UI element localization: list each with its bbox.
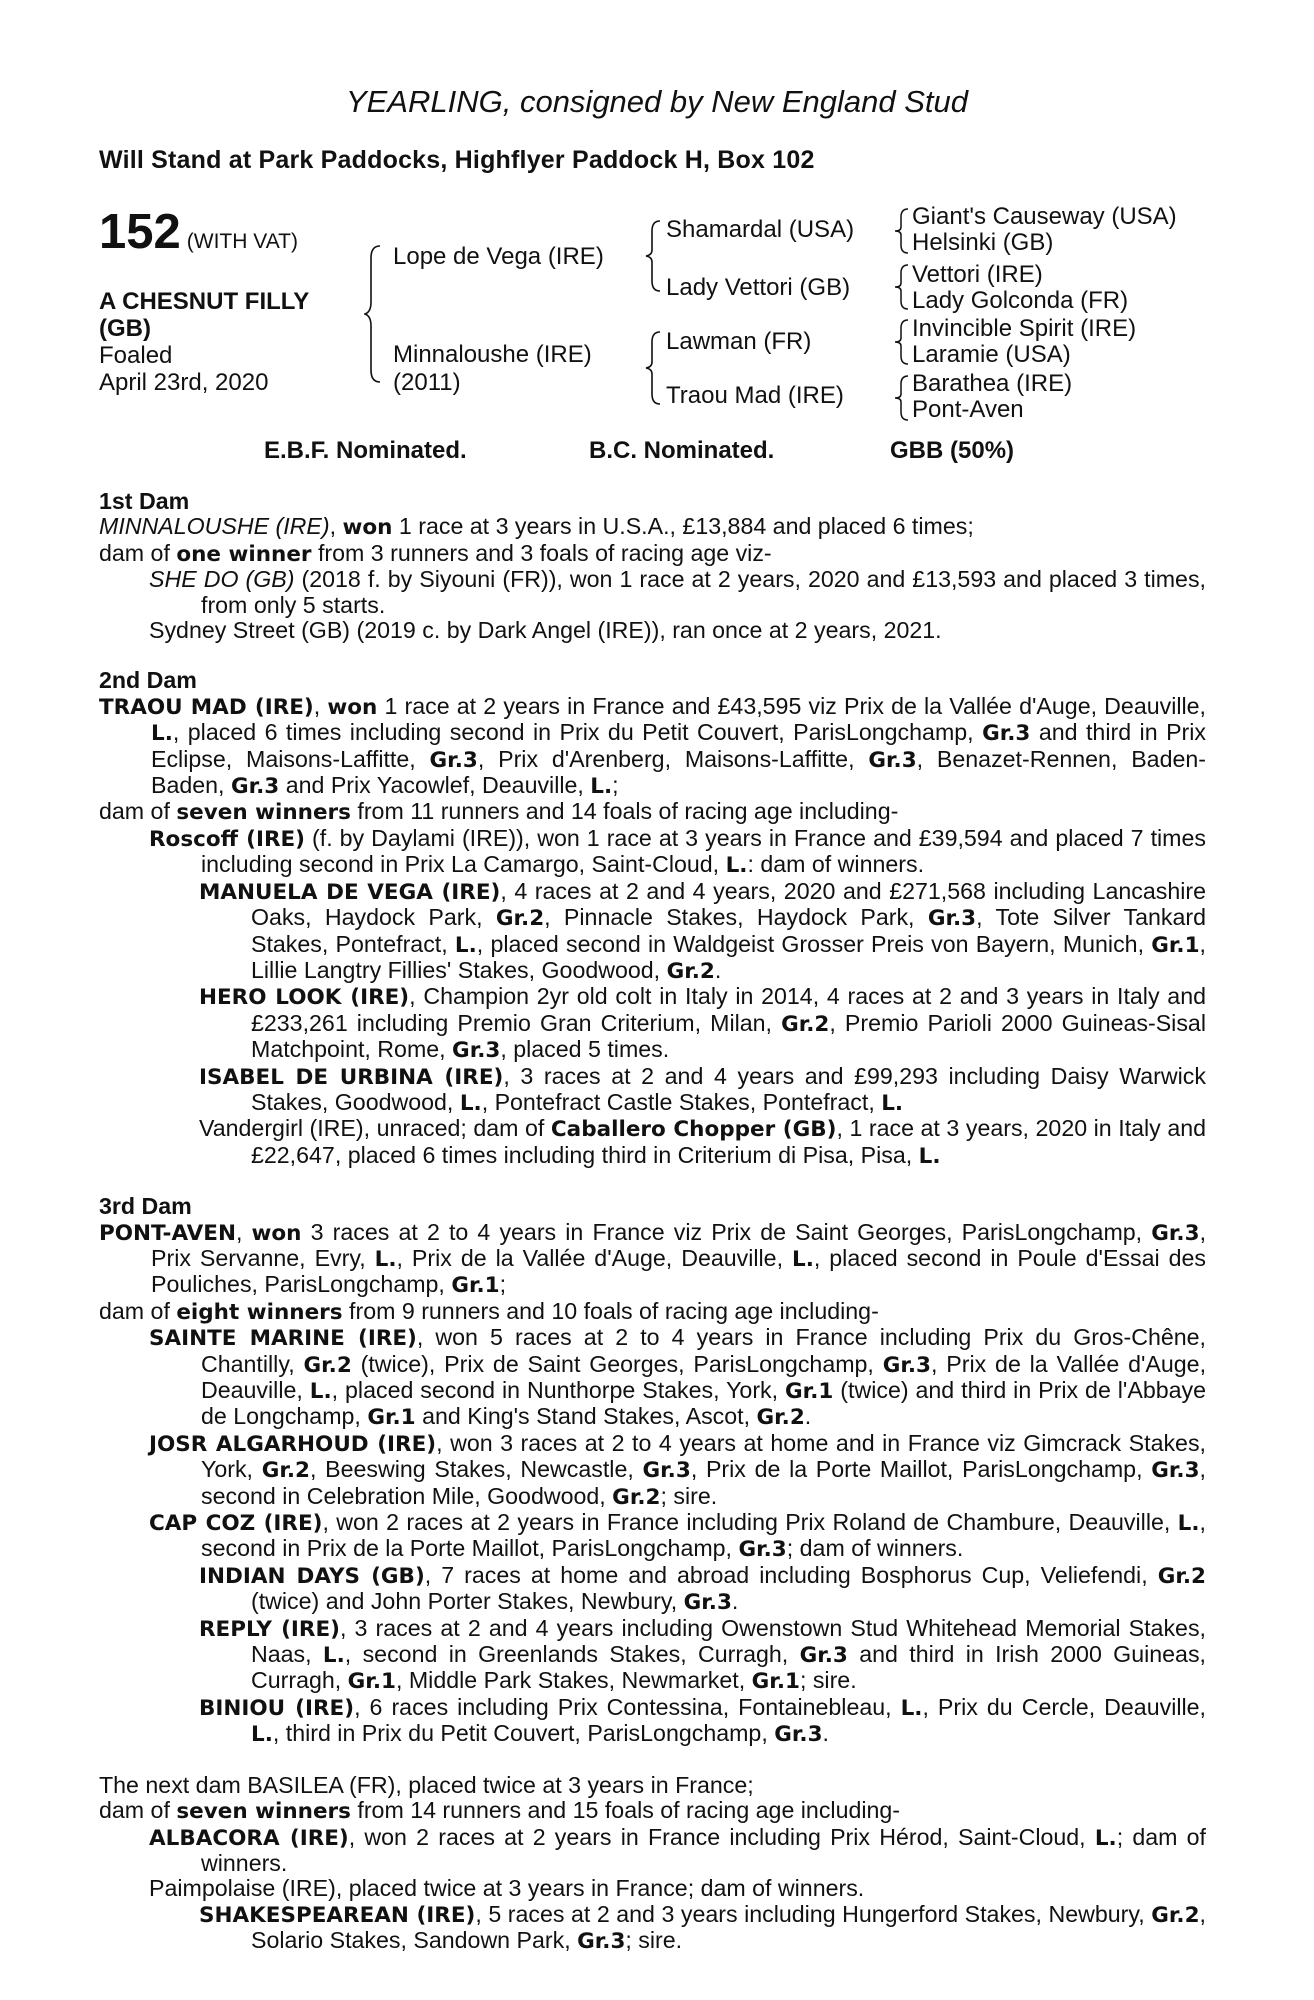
family-paragraph [99,984,1206,1063]
pedigree-dam-year: (2011) [393,369,461,396]
gbb-note: GBB (50%) [890,437,1015,464]
pedigree-sdd: Lady Golconda (FR) [912,287,1129,314]
text: , Middle Park Stakes, Newmarket, [395,1667,752,1694]
bold-text: Gr.3 [927,906,977,932]
bold-text: Gr.2 [261,1458,310,1484]
bold-text: L. [918,1143,941,1169]
text: , won 2 races at 2 years in France including Prix Roland de Chambure, Deauville, [322,1509,1178,1536]
text: ; dam of winners. [786,1535,964,1562]
text: , placed second in Poule d'Essai des Pouliches, ParisLongchamp, [151,1244,1206,1298]
bold-text: Gr.1 [751,1669,800,1695]
family-section [99,668,1206,1169]
bold-text: PONT-AVEN [99,1220,236,1246]
family-paragraph [99,879,1206,985]
text: from 11 runners and 14 foals of racing age including- [350,798,899,825]
family-paragraph [99,1616,1206,1695]
bold-text: SHAKESPEAREAN (IRE) [199,1902,476,1928]
family-section [99,1194,1206,1748]
text: (2018 f. by Siyouni (FR)), won 1 race at 2 years, 2020 and £13,593 and placed 3 times, from only 5 starts. [201,566,1206,618]
italic-text: MINNALOUSHE (IRE) [99,513,330,540]
family-paragraph [99,1902,1206,1955]
text: , 5 races at 2 and 3 years including Hungerford Stakes, Newbury, [475,1900,1152,1927]
family-paragraph [99,1064,1206,1117]
lot-number: 152 [99,205,181,259]
lot-number-block [99,204,298,260]
family-paragraph [99,1325,1206,1431]
family-paragraph [99,1563,1206,1616]
vat-note: (WITH VAT) [186,230,298,253]
bold-text: JOSR ALGARHOUD (IRE) [149,1431,437,1457]
pedigree-dds: Barathea (IRE) [912,370,1073,397]
text: 1 race at 3 years in U.S.A., £13,884 and placed 6 times; [392,513,974,540]
bold-text: TRAOU MAD (IRE) [99,694,314,720]
text: , Tote Silver Tankard Stakes, Pontefract, [251,904,1206,957]
bold-text: Gr.3 [1151,1458,1200,1484]
bold-text: seven winners [176,800,351,826]
text: dam of [99,1797,177,1824]
bold-text: L. [151,721,173,747]
pedigree-brace-ss [894,207,912,255]
text: , Pontefract Castle Stakes, Pontefract, [481,1088,882,1115]
italic-text: SHE DO (GB) [149,566,295,593]
family-notes [99,489,1206,1955]
family-section [99,1773,1206,1955]
pedigree-ssd: Helsinki (GB) [912,229,1054,256]
text: (f. by Daylami (IRE)), won 1 race at 3 years in France and £39,594 and placed 7 times including second in Prix La Camargo, Saint-Cloud, [201,824,1206,878]
bold-text: Gr.2 [1151,1902,1200,1928]
family-paragraph [99,826,1206,879]
bold-text: Gr.3 [642,1458,691,1484]
text: , 6 races including Prix Contessina, Fontainebleau, [354,1693,901,1720]
bold-text: L. [374,1246,397,1272]
bold-text: HERO LOOK (IRE) [199,985,410,1011]
family-paragraph [99,799,1206,825]
bold-text: won [327,694,378,720]
bc-nomination: B.C. Nominated. [589,437,775,464]
pedigree-ddd: Pont-Aven [912,396,1024,423]
family-paragraph [99,514,1206,540]
text: and King's Stand Stakes, Ascot, [415,1403,757,1430]
text: from 9 runners and 10 foals of racing age including- [342,1297,879,1324]
pedigree-sss: Giant's Causeway (USA) [912,203,1177,230]
family-paragraph [99,1510,1206,1563]
text: dam of [99,1297,177,1324]
text: dam of [99,798,177,825]
text: , placed 6 times including second in Prix du Petit Couvert, ParisLongchamp, [172,719,983,746]
text: , 3 races at 2 and 4 years including Owenstown Stud Whitehead Memorial Stakes, Naas, [251,1614,1206,1668]
text: , Premio Parioli 2000 Guineas-Sisal Matchpoint, Rome, [251,1009,1206,1063]
text: ; [612,772,619,799]
text: , placed 5 times. [500,1036,670,1063]
pedigree-dss: Invincible Spirit (IRE) [912,315,1137,342]
family-paragraph [99,1876,1206,1901]
section-title: 2nd Dam [99,667,197,694]
bold-text: Gr.3 [868,747,917,773]
bold-text: INDIAN DAYS (GB) [199,1563,425,1589]
bold-text: Gr.2 [612,1484,661,1510]
horse-origin: (GB) [99,315,151,342]
bold-text: Gr.3 [452,1038,501,1064]
bold-text: Gr.2 [303,1352,352,1378]
bold-text: Gr.3 [230,774,280,800]
text: , won 2 races at 2 years in France including Prix Hérod, Saint-Cloud, [348,1823,1095,1850]
bold-text: won [342,515,393,541]
text: , Pinnacle Stakes, Haydock Park, [544,904,928,931]
family-paragraph [99,1798,1206,1824]
text: , won 5 races at 2 to 4 years in France including Prix du Gros-Chêne, Chantilly, [201,1324,1206,1377]
bold-text: CAP COZ (IRE) [149,1511,323,1537]
text: , 7 races at home and abroad including Bosphorus Cup, Veliefendi, [424,1561,1158,1588]
pedigree-brace-sire [644,219,664,293]
bold-text: MANUELA DE VEGA (IRE) [199,879,501,905]
text: , [329,513,343,540]
text: (twice), Prix de Saint Georges, ParisLongchamp, [351,1350,883,1377]
bold-text: ALBACORA (IRE) [149,1825,349,1851]
bold-text: SAINTE MARINE (IRE) [149,1326,417,1352]
text: Sydney Street (GB) (2019 c. by Dark Angel (IRE)), ran once at 2 years, 2021. [149,617,942,644]
text: and third in Prix Eclipse, Maisons-Laffitte, [151,719,1207,772]
ebf-nomination: E.B.F. Nominated. [264,437,467,464]
text: , third in Prix du Petit Couvert, ParisLongchamp, [272,1720,775,1747]
family-paragraph [99,618,1206,643]
text: from 3 runners and 3 foals of racing age viz- [311,539,772,566]
bold-text: Gr.2 [666,958,715,984]
text: , Prix Servanne, Evry, [151,1218,1207,1271]
bold-text: Gr.1 [785,1379,834,1404]
text: , Benazet-Rennen, Baden-Baden, [151,745,1206,799]
foaled-date: April 23rd, 2020 [99,369,269,396]
text: , won 3 races at 2 to 4 years at home and in France viz Gimcrack Stakes, York, [201,1429,1206,1483]
horse-name: A CHESNUT FILLY [99,288,310,315]
text: . [731,1588,739,1615]
bold-text: Gr.2 [756,1405,805,1431]
bold-text: one winner [176,541,312,567]
text: , Solario Stakes, Sandown Park, [251,1900,1206,1954]
text: : dam of winners. [747,851,925,878]
text: , [235,1218,252,1245]
text: 3 races at 2 to 4 years in France viz Prix de Saint Georges, ParisLongchamp, [301,1218,1152,1245]
pedigree-brace-dd [894,374,912,422]
bold-text: Gr.3 [577,1929,626,1955]
bold-text: L. [881,1090,904,1116]
pedigree-dam: Minnaloushe (IRE) [393,341,592,368]
text: The next dam BASILEA (FR), placed twice at 3 years in France; [99,1771,754,1798]
text: and third in Irish 2000 Guineas, Curragh, [251,1641,1206,1694]
section-title: 1st Dam [99,488,190,514]
bold-text: Gr.1 [347,1669,396,1695]
bold-text: L. [322,1643,345,1669]
family-paragraph [99,1299,1206,1325]
text: , Lillie Langtry Fillies' Stakes, Goodwood, [251,930,1206,983]
bold-text: L. [459,1090,482,1116]
text: . [804,1403,812,1430]
pedigree-dsd: Laramie (USA) [912,341,1071,368]
text: , [313,692,328,719]
bold-text: Gr.3 [774,1722,823,1748]
text: , 4 races at 2 and 4 years, 2020 and £271,568 including Lancashire Oaks, Haydock Park, [251,877,1206,931]
text: ; dam of winners. [201,1823,1206,1876]
section-title: 3rd Dam [99,1193,192,1220]
pedigree-brace-sd [894,263,912,311]
bold-text: Gr.2 [1157,1563,1206,1589]
pedigree-sds: Vettori (IRE) [912,261,1043,288]
text: . [714,956,722,983]
pedigree-dam-dam: Traou Mad (IRE) [666,382,844,409]
bold-text: Gr.2 [781,1011,830,1037]
bold-text: REPLY (IRE) [199,1616,340,1642]
text: , second in Prix de la Porte Maillot, ParisLongchamp, [201,1509,1206,1562]
bold-text: Gr.3 [882,1352,932,1378]
text: , 3 races at 2 and 4 years and £99,293 including Daisy Warwick Stakes, Goodwood, [251,1062,1206,1115]
text: ; sire. [660,1482,718,1509]
family-section [99,489,1206,643]
family-paragraph [99,1825,1206,1877]
text: , second in Greenlands Stakes, Curragh, [344,1641,800,1668]
bold-text: Gr.1 [1151,932,1200,958]
text: , Beeswing Stakes, Newcastle, [310,1456,643,1483]
horse-description [99,288,309,396]
bold-text: Roscoff (IRE) [149,826,306,852]
stand-location: Will Stand at Park Paddocks, Highflyer Paddock H, Box 102 [99,146,815,174]
text: (twice) and John Porter Stakes, Newbury, [251,1588,684,1615]
text: from 14 runners and 15 foals of racing age including- [350,1797,901,1824]
text: , Prix de la Porte Maillot, ParisLongchamp, [690,1456,1152,1483]
pedigree-sire-dam: Lady Vettori (GB) [666,274,851,301]
text: , Champion 2yr old colt in Italy in 2014, 4 races at 2 and 3 years in Italy and £233,261 including Premio Gran Criterium, Milan, [251,983,1206,1036]
bold-text: won [251,1220,302,1246]
text: (twice) and third in Prix de l'Abbaye de Longchamp, [201,1377,1207,1430]
text: , Prix de la Vallée d'Auge, Deauville, [396,1244,792,1271]
text: ; [499,1271,507,1298]
family-paragraph [99,567,1206,618]
text: 1 race at 2 years in France and £43,595 viz Prix de la Vallée d'Auge, Deauville, [377,692,1206,719]
text: , second in Celebration Mile, Goodwood, [201,1456,1206,1509]
family-paragraph [99,694,1206,800]
family-paragraph [99,1431,1206,1510]
family-paragraph [99,541,1206,567]
bold-text: Caballero Chopper (GB) [550,1117,837,1143]
text: and Prix Yacowlef, Deauville, [279,772,591,799]
text: . [822,1720,829,1747]
text: , 1 race at 3 years, 2020 in Italy and £22,647, placed 6 times including third in Criterium di Pisa, Pisa, [251,1115,1207,1168]
bold-text: L. [454,932,477,958]
text: , placed second in Nunthorpe Stakes, York, [331,1377,786,1403]
pedigree-dam-sire: Lawman (FR) [666,328,812,355]
pedigree-brace-ds [894,318,912,366]
pedigree-brace-dam [644,330,664,406]
bold-text: Gr.3 [683,1590,732,1616]
bold-text: Gr.3 [982,721,1031,747]
bold-text: Gr.3 [1151,1220,1200,1246]
pedigree-brace-main [364,244,384,384]
bold-text: ISABEL DE URBINA (IRE) [199,1064,504,1090]
bold-text: L. [1094,1825,1117,1851]
bold-text: L. [725,853,748,879]
bold-text: seven winners [176,1799,351,1825]
page-heading: YEARLING, consigned by New England Stud [345,84,969,119]
bold-text: L. [1177,1511,1200,1537]
bold-text: L. [792,1246,814,1272]
text: dam of [99,539,177,566]
family-paragraph [99,1220,1206,1299]
pedigree-sire: Lope de Vega (IRE) [393,243,604,270]
text: , placed second in Waldgeist Grosser Preis von Bayern, Munich, [476,930,1152,957]
bold-text: L. [309,1379,332,1404]
bold-text: eight winners [176,1299,343,1325]
text: Vandergirl (IRE), unraced; dam of [199,1115,551,1142]
text: Paimpolaise (IRE), placed twice at 3 years in France; dam of winners. [149,1875,865,1902]
bold-text: L. [251,1722,273,1748]
bold-text: Gr.1 [451,1273,500,1299]
family-paragraph [99,1773,1206,1798]
text: , Prix du Cercle, Deauville, [922,1693,1206,1720]
family-paragraph [99,1116,1206,1169]
bold-text: L. [590,774,613,800]
bold-text: Gr.3 [738,1537,787,1563]
bold-text: Gr.3 [429,747,478,773]
foaled-label: Foaled [99,342,173,369]
bold-text: BINIOU (IRE) [199,1695,355,1721]
text: , Prix d'Arenberg, Maisons-Laffitte, [477,745,869,772]
bold-text: Gr.3 [799,1643,848,1669]
text: ; sire. [799,1667,857,1694]
bold-text: Gr.1 [367,1405,416,1431]
bold-text: Gr.2 [495,906,545,932]
family-paragraph [99,1695,1206,1748]
pedigree-sire-sire: Shamardal (USA) [666,216,855,243]
text: ; sire. [625,1927,683,1954]
text: , Prix de la Vallée d'Auge, Deauville, [201,1350,1207,1403]
bold-text: L. [900,1695,923,1721]
